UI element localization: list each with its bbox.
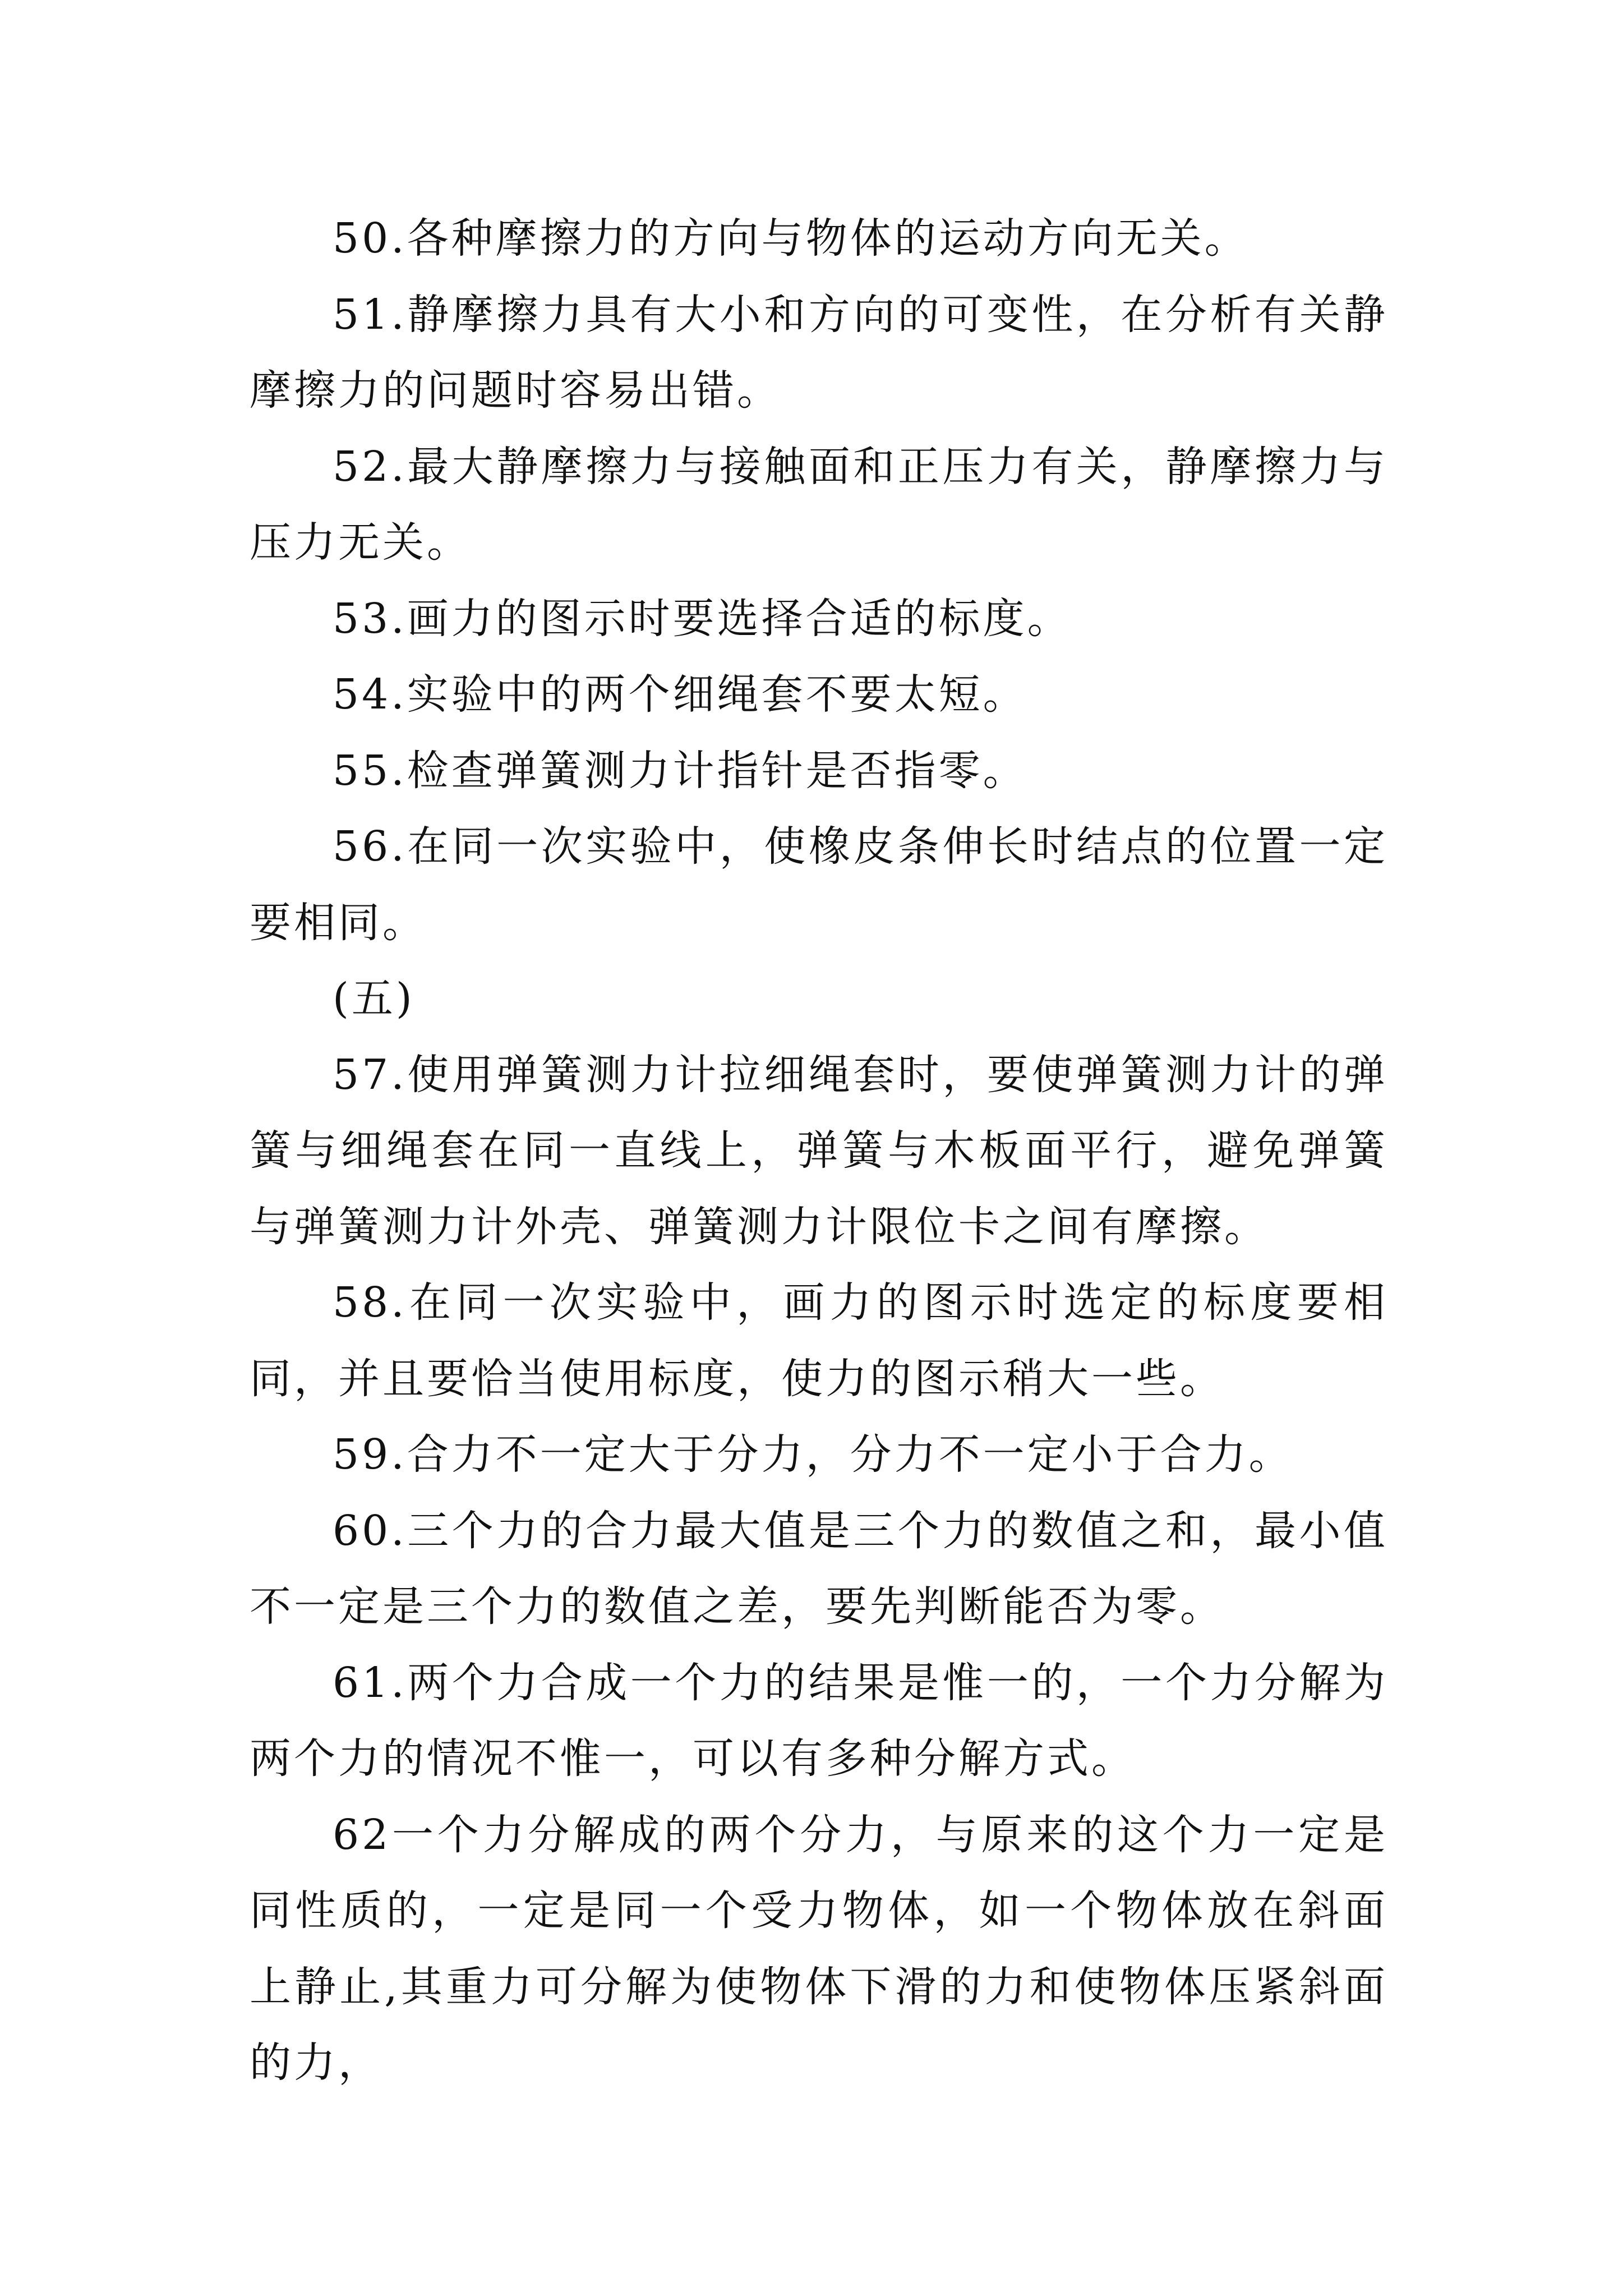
paragraph-55: 55.检查弹簧测力计指针是否指零。 bbox=[333, 746, 1027, 795]
paragraph-59: 59.合力不一定大于分力，分力不一定小于合力。 bbox=[333, 1430, 1293, 1479]
section-heading-five: (五) bbox=[333, 974, 415, 1023]
paragraph-51: 51.静摩擦力具有大小和方向的可变性，在分析有关静摩擦力的问题时容易出错。 bbox=[250, 290, 1388, 415]
paragraph-57: 57.使用弹簧测力计拉细绳套时，要使弹簧测力计的弹簧与细绳套在同一直线上，弹簧与木板面平行，避免弹簧与弹簧测力计外壳、弹簧测力计限位卡之间有摩擦。 bbox=[250, 1050, 1388, 1251]
paragraph-60: 60.三个力的合力最大值是三个力的数值之和，最小值不一定是三个力的数值之差，要先判断能否为零。 bbox=[250, 1506, 1388, 1631]
document-body bbox=[250, 201, 1388, 2101]
paragraph-54: 54.实验中的两个细绳套不要太短。 bbox=[333, 670, 1027, 719]
paragraph-52: 52.最大静摩擦力与接触面和正压力有关，静摩擦力与压力无关。 bbox=[250, 442, 1388, 567]
paragraph-62: 62一个力分解成的两个分力，与原来的这个力一定是同性质的，一定是同一个受力物体，如一个物体放在斜面上静止,其重力可分解为使物体下滑的力和使物体压紧斜面的力， bbox=[250, 1810, 1388, 2087]
paragraph-50: 50.各种摩擦力的方向与物体的运动方向无关。 bbox=[333, 214, 1249, 263]
paragraph-53: 53.画力的图示时要选择合适的标度。 bbox=[333, 594, 1072, 643]
paragraph-61: 61.两个力合成一个力的结果是惟一的，一个力分解为两个力的情况不惟一，可以有多种分解方式。 bbox=[250, 1658, 1388, 1783]
paragraph-56: 56.在同一次实验中，使橡皮条伸长时结点的位置一定要相同。 bbox=[250, 822, 1388, 947]
paragraph-58: 58.在同一次实验中，画力的图示时选定的标度要相同，并且要恰当使用标度，使力的图示稍大一些。 bbox=[250, 1278, 1388, 1403]
